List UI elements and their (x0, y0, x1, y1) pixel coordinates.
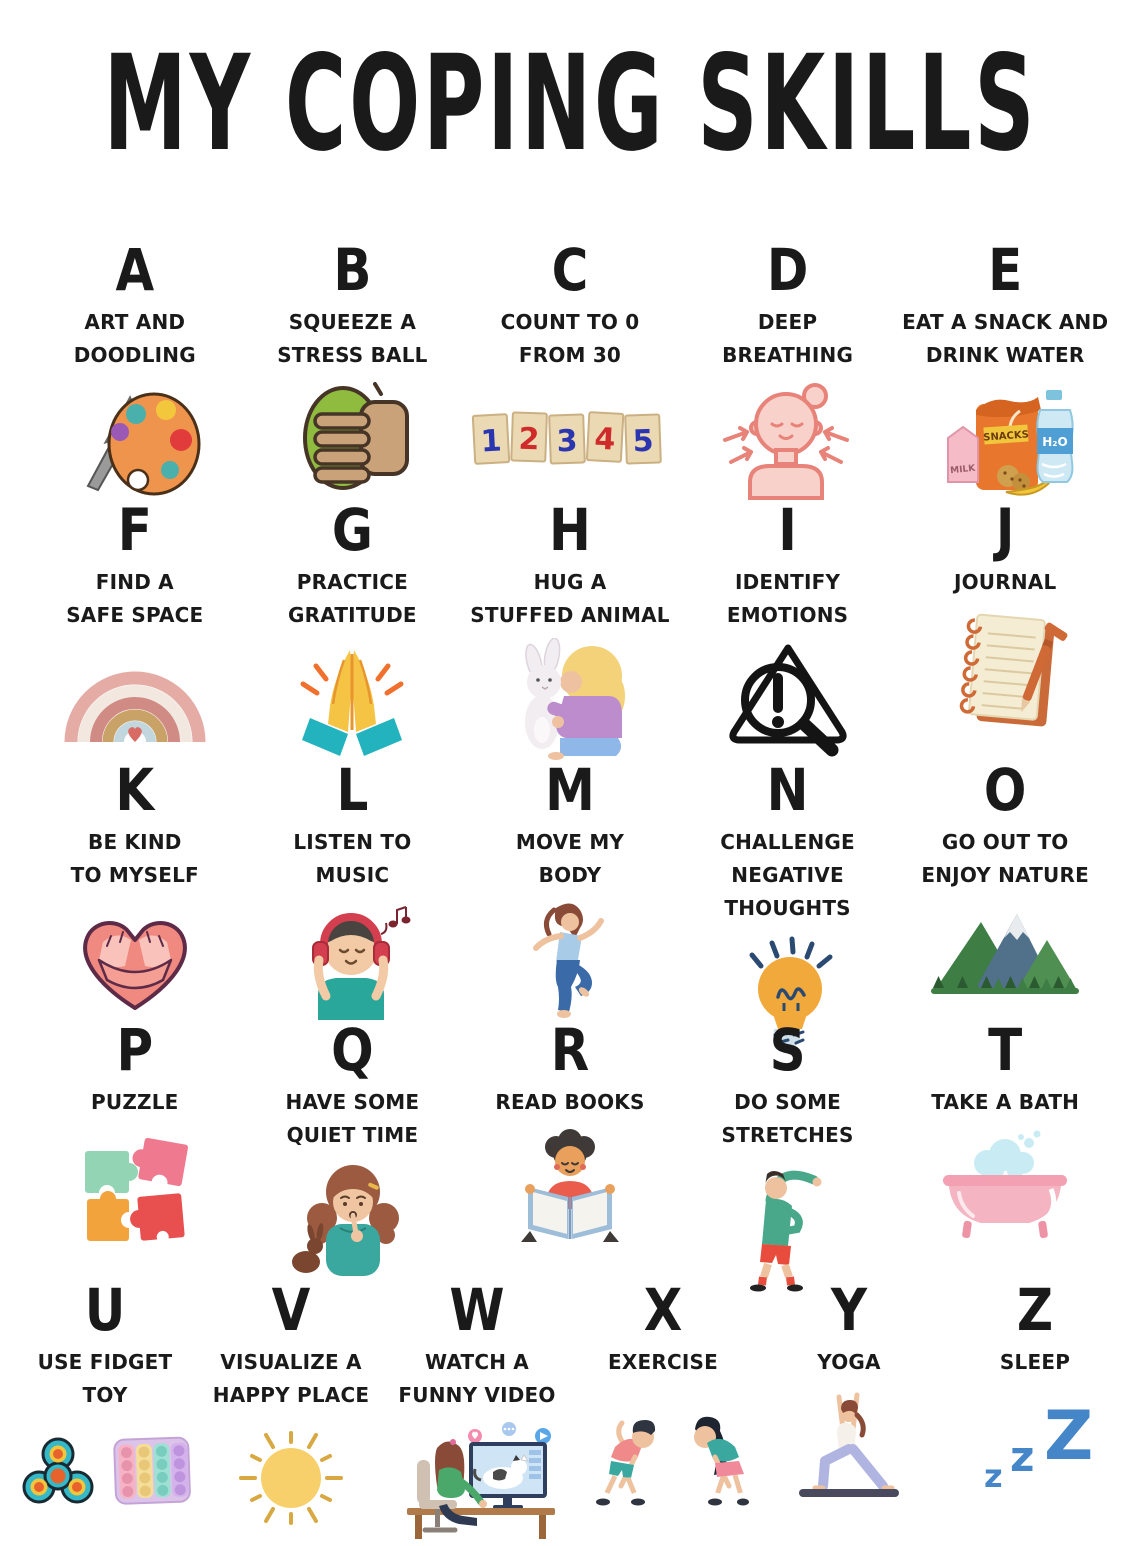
skill-letter: L (336, 756, 369, 824)
yoga-icon (756, 1385, 942, 1513)
skill-label-line: EMOTIONS (726, 603, 849, 627)
skill-label-line: MUSIC (315, 863, 390, 887)
skill-letter: T (988, 1016, 1023, 1084)
skill-label-line: TAKE A BATH (931, 1090, 1080, 1114)
skill-card-w (384, 1278, 570, 1524)
skill-label-line: STRETCHES (721, 1123, 854, 1147)
fidget-toy-icon (12, 1418, 198, 1546)
skill-label-line: IDENTIFY (734, 570, 841, 594)
skill-letter: O (983, 756, 1027, 824)
skill-label-line: PUZZLE (91, 1090, 179, 1114)
skill-letter: J (995, 496, 1015, 564)
skill-label-line: HUG A (533, 570, 607, 594)
bathtub-icon (896, 1125, 1114, 1253)
skill-label-line: GRATITUDE (288, 603, 417, 627)
skill-label-line: DRINK WATER (925, 343, 1085, 367)
skill-label-line: STRESS BALL (277, 343, 428, 367)
skill-label-line: MOVE MY (515, 830, 625, 854)
funny-video-icon (384, 1418, 570, 1546)
skill-label-line: DEEP (757, 310, 818, 334)
block-digit: 4 (593, 421, 617, 458)
mountains-icon (896, 898, 1114, 1026)
skill-label-line: YOGA (817, 1350, 881, 1374)
skill-letter: E (988, 236, 1023, 304)
skill-card-k (26, 758, 244, 1018)
sleep-zzz-icon (942, 1385, 1128, 1513)
skill-card-p (26, 1018, 244, 1278)
number-blocks-icon (461, 378, 679, 506)
journal-icon (896, 605, 1114, 733)
listen-to-music-icon (244, 898, 462, 1026)
skill-label-line: FUNNY VIDEO (398, 1383, 556, 1407)
heart-hands-icon (26, 898, 244, 1026)
skill-letter: Z (1016, 1276, 1054, 1344)
skill-letter: D (766, 236, 809, 304)
skill-label-line: READ BOOKS (495, 1090, 645, 1114)
skill-letter: W (449, 1276, 505, 1344)
milk-carton-label: MILK (950, 463, 976, 477)
skill-label-line: USE FIDGET TOY (37, 1350, 173, 1407)
paint-palette-icon (26, 378, 244, 506)
skill-letter: G (331, 496, 373, 564)
skill-card-x (570, 1278, 756, 1524)
skill-letter: A (115, 236, 155, 304)
skill-card-u (12, 1278, 198, 1524)
skill-letter: B (333, 236, 372, 304)
skill-label-line: ENJOY NATURE (921, 863, 1089, 887)
skill-letter: U (84, 1276, 126, 1344)
skill-label-line: SAFE SPACE (66, 603, 204, 627)
skill-letter: M (545, 756, 595, 824)
skill-card-c (461, 238, 679, 498)
snack-bag-label: SNACKS (983, 429, 1030, 444)
skill-label-line: ART AND (84, 310, 186, 334)
skill-card-s (679, 1018, 897, 1278)
skill-label-line: VISUALIZE A (220, 1350, 362, 1374)
rainbow-icon (26, 638, 244, 766)
block-digit: 2 (517, 421, 541, 458)
skill-card-n (679, 758, 897, 1018)
skill-label-line: BODY (538, 863, 602, 887)
row-4 (0, 1018, 1140, 1278)
sun-icon (198, 1418, 384, 1546)
skill-label-line: DOODLING (73, 343, 196, 367)
skill-letter: H (549, 496, 591, 564)
skill-card-v (198, 1278, 384, 1524)
puzzle-icon (26, 1125, 244, 1253)
skill-label-line: PRACTICE (296, 570, 409, 594)
skill-label-line: QUIET TIME (286, 1123, 419, 1147)
stretches-icon (679, 1158, 897, 1286)
skill-label-line: BREATHING (722, 343, 854, 367)
skill-card-e (896, 238, 1114, 498)
row-1 (0, 238, 1140, 498)
exercise-icon (570, 1385, 756, 1513)
sleep-z-medium: z (1010, 1432, 1035, 1481)
praying-hands-icon (244, 638, 462, 766)
block-digit: 3 (556, 423, 579, 460)
skill-card-a (26, 238, 244, 498)
skill-label-line: GO OUT TO (941, 830, 1069, 854)
row-5 (0, 1278, 1140, 1524)
row-3 (0, 758, 1140, 1018)
skill-label-line: SLEEP (999, 1350, 1071, 1374)
skill-label-line: FROM 30 (518, 343, 622, 367)
skill-card-h (461, 498, 679, 758)
skill-label-line: JOURNAL (953, 570, 1057, 594)
skill-card-m (461, 758, 679, 1018)
skill-letter: Q (331, 1016, 374, 1084)
skills-grid (0, 238, 1140, 1524)
skill-letter: C (551, 236, 589, 304)
skill-letter: X (643, 1276, 683, 1344)
skill-card-o (896, 758, 1114, 1018)
row-2 (0, 498, 1140, 758)
poster-header (0, 0, 1140, 204)
skill-label-line: WATCH A (425, 1350, 529, 1374)
read-books-icon (461, 1125, 679, 1253)
skill-label-line: STUFFED ANIMAL (470, 603, 670, 627)
skill-card-d (679, 238, 897, 498)
skill-label-line: SQUEEZE A (288, 310, 417, 334)
skill-card-r (461, 1018, 679, 1278)
skill-card-f (26, 498, 244, 758)
skill-label-line: BE KIND (88, 830, 182, 854)
sleep-z-large: Z (1044, 1397, 1094, 1476)
block-digit: 5 (632, 423, 655, 460)
water-bottle-label: H₂O (1042, 435, 1068, 449)
identify-emotions-icon (679, 638, 897, 766)
deep-breathing-icon (679, 378, 897, 506)
hug-stuffed-animal-icon (461, 638, 679, 766)
quiet-time-icon (244, 1158, 462, 1286)
skill-label-line: HAVE SOME (285, 1090, 420, 1114)
skill-card-z (942, 1278, 1128, 1524)
skill-label-line: CHALLENGE (720, 830, 855, 854)
skill-card-i (679, 498, 897, 758)
skill-label-line: FIND A (95, 570, 174, 594)
skill-card-l (244, 758, 462, 1018)
page-title: MY COPING SKILLS (103, 26, 1037, 181)
skill-card-t (896, 1018, 1114, 1278)
skill-letter: P (116, 1016, 154, 1084)
skill-card-b (244, 238, 462, 498)
skill-letter: K (115, 756, 155, 824)
stress-ball-icon (244, 378, 462, 506)
skill-letter: V (271, 1276, 311, 1344)
skill-letter: S (769, 1016, 806, 1084)
skill-letter: I (778, 496, 797, 564)
skill-letter: N (766, 756, 809, 824)
skill-label-line: TO MYSELF (70, 863, 199, 887)
skill-label-line: NEGATIVE THOUGHTS (724, 863, 851, 920)
skill-card-y (756, 1278, 942, 1524)
skill-label-line: EAT A SNACK AND (902, 310, 1109, 334)
skill-label-line: LISTEN TO (293, 830, 412, 854)
skill-letter: R (550, 1016, 590, 1084)
sleep-z-small: z (984, 1457, 1003, 1495)
skill-label-line: COUNT TO 0 (500, 310, 640, 334)
move-my-body-icon (461, 898, 679, 1026)
skill-letter: F (117, 496, 152, 564)
skill-card-q (244, 1018, 462, 1278)
block-digit: 1 (479, 423, 503, 460)
skill-card-g (244, 498, 462, 758)
skill-label-line: HAPPY PLACE (212, 1383, 370, 1407)
skill-label-line: DO SOME (734, 1090, 842, 1114)
skill-card-j (896, 498, 1114, 758)
skill-letter: Y (830, 1276, 868, 1344)
skill-label-line: EXERCISE (608, 1350, 718, 1374)
snacks-and-water-icon (896, 378, 1114, 506)
